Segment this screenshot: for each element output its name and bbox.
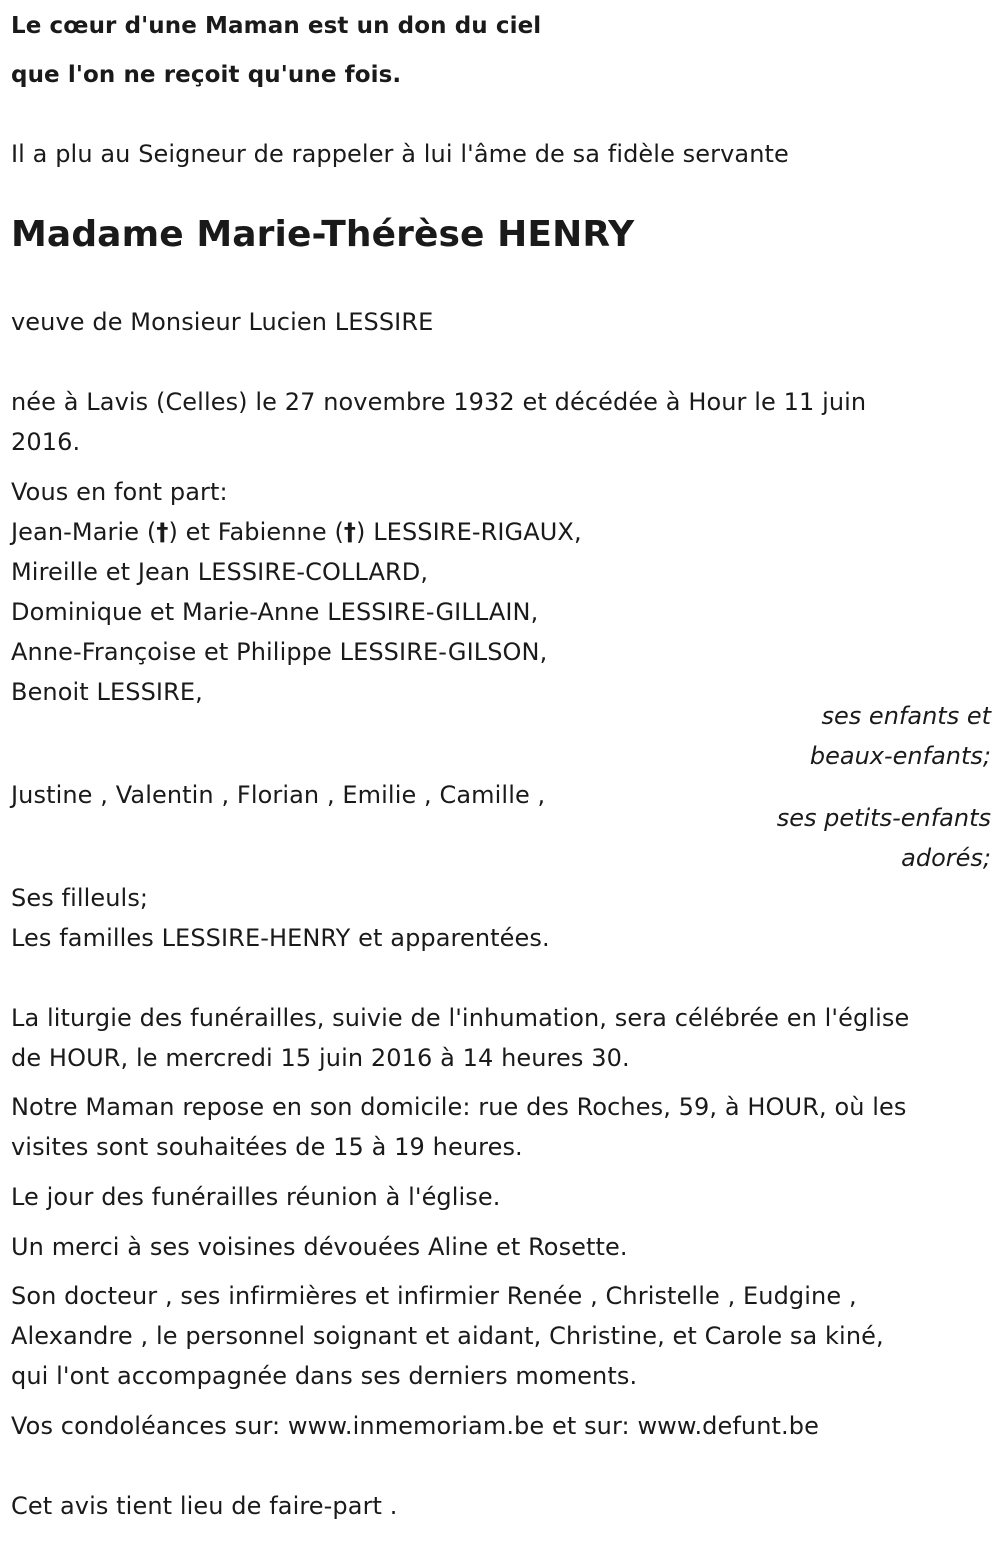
deceased-name: Madame Marie-Thérèse HENRY [11, 214, 635, 255]
children-line-1-b: ) et Fabienne ( [168, 518, 344, 546]
children-line-5: Benoit LESSIRE, [11, 678, 203, 706]
condolences-text: Vos condoléances sur: www.inmemoriam.be et sur: www.defunt.be [11, 1412, 819, 1440]
rest-line-2: visites sont souhaitées de 15 à 19 heures. [11, 1133, 523, 1161]
children-line-4: Anne-Françoise et Philippe LESSIRE-GILSON, [11, 638, 548, 666]
thanks-caregivers-line-2: Alexandre , le personnel soignant et aidant, Christine, et Carole sa kiné, [11, 1322, 884, 1350]
cross-icon: † [156, 518, 169, 546]
widow-of-text: veuve de Monsieur Lucien LESSIRE [11, 308, 434, 336]
children-line-1 [11, 512, 582, 552]
cross-icon: † [343, 518, 357, 546]
children-line-1-a: Jean-Marie ( [11, 518, 157, 546]
children-role-line-1: ses enfants et [821, 702, 991, 730]
meeting-text: Le jour des funérailles réunion à l'église. [11, 1183, 501, 1211]
announce-text: Vous en font part: [11, 478, 228, 506]
grandchildren-role-line-1: ses petits-enfants [776, 804, 991, 832]
thanks-caregivers-line-3: qui l'ont accompagnée dans ses derniers moments. [11, 1362, 638, 1390]
intro-text: Il a plu au Seigneur de rappeler à lui l'âme de sa fidèle servante [11, 140, 789, 168]
liturgy-line-1: La liturgie des funérailles, suivie de l'inhumation, sera célébrée en l'église [11, 1004, 910, 1032]
grandchildren-names: Justine , Valentin , Florian , Emilie , Camille , [11, 781, 546, 809]
families-text: Les familles LESSIRE-HENRY et apparentées. [11, 924, 550, 952]
godchildren-text: Ses filleuls; [11, 884, 149, 912]
thanks-caregivers-line-1: Son docteur , ses infirmières et infirmier Renée , Christelle , Eudgine , [11, 1282, 857, 1310]
grandchildren-role-line-2: adorés; [901, 844, 991, 872]
epigraph-line-1: Le cœur d'une Maman est un don du ciel [11, 13, 542, 39]
birth-death-line-2: 2016. [11, 428, 81, 456]
children-line-3: Dominique et Marie-Anne LESSIRE-GILLAIN, [11, 598, 539, 626]
children-line-2: Mireille et Jean LESSIRE-COLLARD, [11, 558, 429, 586]
children-role-line-2: beaux-enfants; [809, 742, 991, 770]
epigraph-line-2: que l'on ne reçoit qu'une fois. [11, 62, 402, 88]
children-line-1-c: ) LESSIRE-RIGAUX, [356, 518, 582, 546]
liturgy-line-2: de HOUR, le mercredi 15 juin 2016 à 14 heures 30. [11, 1044, 630, 1072]
rest-line-1: Notre Maman repose en son domicile: rue des Roches, 59, à HOUR, où les [11, 1093, 907, 1121]
closing-text: Cet avis tient lieu de faire-part . [11, 1492, 398, 1520]
thanks-neighbors-text: Un merci à ses voisines dévouées Aline et Rosette. [11, 1233, 628, 1261]
birth-death-line-1: née à Lavis (Celles) le 27 novembre 1932 et décédée à Hour le 11 juin [11, 388, 867, 416]
